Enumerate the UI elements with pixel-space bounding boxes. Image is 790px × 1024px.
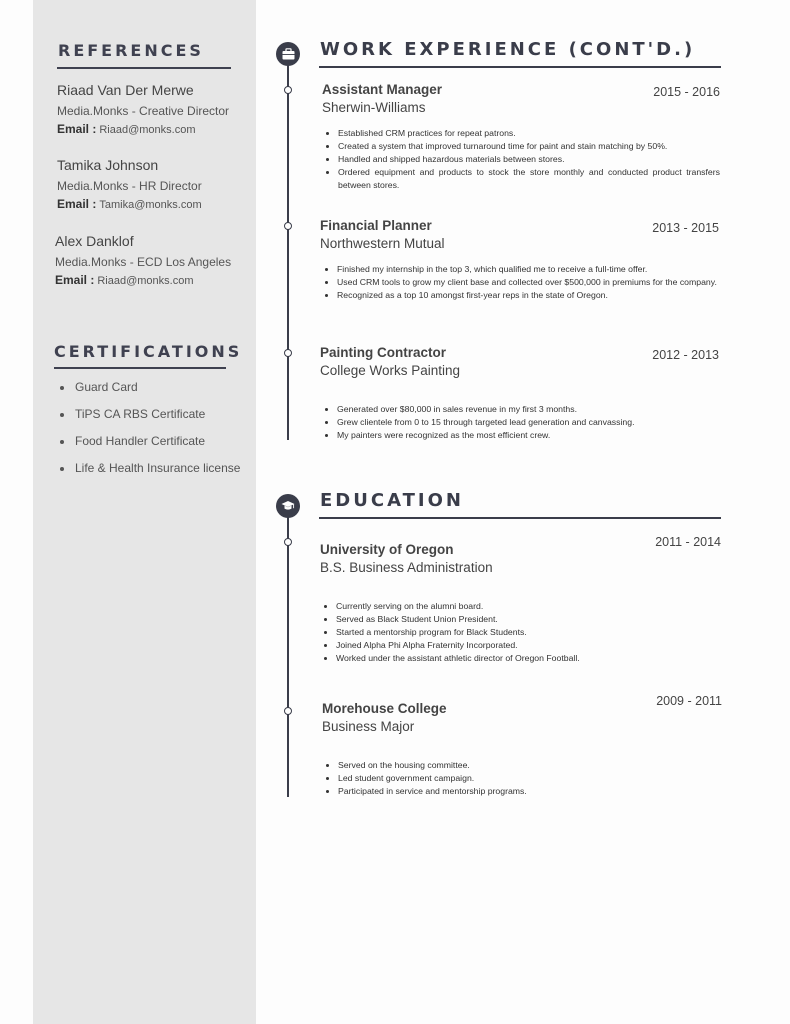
email-value[interactable]: Riaad@monks.com: [97, 275, 194, 287]
certification-item: TiPS CA RBS Certificate: [58, 407, 240, 434]
reference-item: [57, 82, 247, 136]
bullet-item: My painters were recognized as the most efficient crew.: [325, 429, 721, 442]
education-years: 2009 - 2011: [656, 694, 722, 708]
graduation-cap-icon: [281, 500, 295, 512]
bullet-item: Served on the housing committee.: [326, 759, 722, 772]
bullet-item: Handled and shipped hazardous materials between stores.: [326, 153, 720, 166]
job-company: Northwestern Mutual: [320, 236, 445, 251]
certification-item: Food Handler Certificate: [58, 434, 240, 461]
certifications-list: [58, 380, 240, 488]
reference-email: [57, 197, 247, 211]
reference-email: [55, 273, 245, 287]
bullet-item: Generated over $80,000 in sales revenue in my first 3 months.: [325, 403, 721, 416]
work-timeline: [287, 60, 289, 440]
education-bullets: [326, 759, 722, 798]
timeline-dot: [284, 707, 292, 715]
education-entry: [322, 694, 722, 796]
job-title: Painting Contractor: [320, 345, 447, 360]
work-experience-divider: [319, 66, 721, 68]
bullet-item: Joined Alpha Phi Alpha Fraternity Incorporated.: [324, 639, 720, 652]
job-years: 2013 - 2015: [652, 221, 719, 235]
certification-item: Guard Card: [58, 380, 240, 407]
bullet-item: Led student government campaign.: [326, 772, 722, 785]
email-value[interactable]: Riaad@monks.com: [99, 124, 196, 136]
references-heading: REFERENCES: [58, 41, 204, 60]
bullet-item: Participated in service and mentorship programs.: [326, 785, 722, 798]
education-badge: [276, 494, 300, 518]
bullet-item: Grew clientele from 0 to 15 through targeted lead generation and canvassing.: [325, 416, 721, 429]
work-experience-heading: WORK EXPERIENCE (CONT'D.): [320, 39, 696, 60]
bullet-item: Created a system that improved turnaround time for paint and stain matching by 50%.: [326, 140, 720, 153]
education-years: 2011 - 2014: [655, 535, 721, 549]
job-company: College Works Painting: [320, 363, 461, 378]
reference-role: Media.Monks - Creative Director: [57, 104, 230, 118]
degree: B.S. Business Administration: [320, 560, 493, 575]
reference-item: [57, 157, 247, 211]
degree: Business Major: [322, 719, 415, 734]
bullet-item: Used CRM tools to grow my client base and collected over $500,000 in premiums for the company.: [325, 276, 719, 289]
email-value[interactable]: Tamika@monks.com: [99, 199, 202, 211]
job-bullets: [326, 127, 720, 192]
reference-email: [57, 122, 247, 136]
reference-role: Media.Monks - HR Director: [57, 179, 202, 193]
certifications-heading: CERTIFICATIONS: [54, 342, 243, 361]
job-company: Sherwin-Williams: [322, 100, 426, 115]
school-name: University of Oregon: [320, 542, 454, 557]
job-bullets: [325, 403, 721, 442]
certification-item: Life & Health Insurance license: [58, 461, 240, 488]
timeline-dot: [284, 86, 292, 94]
references-divider: [57, 67, 231, 69]
job-entry: [320, 218, 719, 300]
education-entry: [320, 535, 721, 663]
job-entry: [320, 345, 719, 440]
job-entry: [322, 82, 720, 190]
education-bullets: [324, 600, 720, 665]
reference-item: [55, 233, 245, 287]
job-years: 2015 - 2016: [653, 85, 720, 99]
reference-name: Alex Danklof: [55, 233, 134, 249]
education-divider: [319, 517, 721, 519]
timeline-dot: [284, 222, 292, 230]
school-name: Morehouse College: [322, 701, 447, 716]
email-label: Email :: [55, 273, 95, 287]
reference-name: Riaad Van Der Merwe: [57, 82, 194, 98]
job-years: 2012 - 2013: [652, 348, 719, 362]
bullet-item: Worked under the assistant athletic director of Oregon Football.: [324, 652, 720, 665]
email-label: Email :: [57, 197, 97, 211]
reference-name: Tamika Johnson: [57, 157, 159, 173]
bullet-item: Established CRM practices for repeat patrons.: [326, 127, 720, 140]
timeline-dot: [284, 538, 292, 546]
bullet-item: Ordered equipment and products to stock the store monthly and conducted product transfers between stores.: [326, 166, 720, 192]
certifications-divider: [54, 367, 226, 369]
education-timeline: [287, 512, 289, 797]
timeline-dot: [284, 349, 292, 357]
email-label: Email :: [57, 122, 97, 136]
education-heading: EDUCATION: [320, 490, 464, 511]
sidebar: [33, 0, 256, 1024]
job-bullets: [325, 263, 719, 302]
bullet-item: Started a mentorship program for Black Students.: [324, 626, 720, 639]
bullet-item: Currently serving on the alumni board.: [324, 600, 720, 613]
bullet-item: Served as Black Student Union President.: [324, 613, 720, 626]
job-title: Assistant Manager: [322, 82, 443, 97]
briefcase-icon: [282, 48, 295, 60]
reference-role: Media.Monks - ECD Los Angeles: [55, 255, 232, 269]
bullet-item: Recognized as a top 10 amongst first-year reps in the state of Oregon.: [325, 289, 719, 302]
bullet-item: Finished my internship in the top 3, which qualified me to receive a full-time offer.: [325, 263, 719, 276]
work-badge: [276, 42, 300, 66]
job-title: Financial Planner: [320, 218, 432, 233]
